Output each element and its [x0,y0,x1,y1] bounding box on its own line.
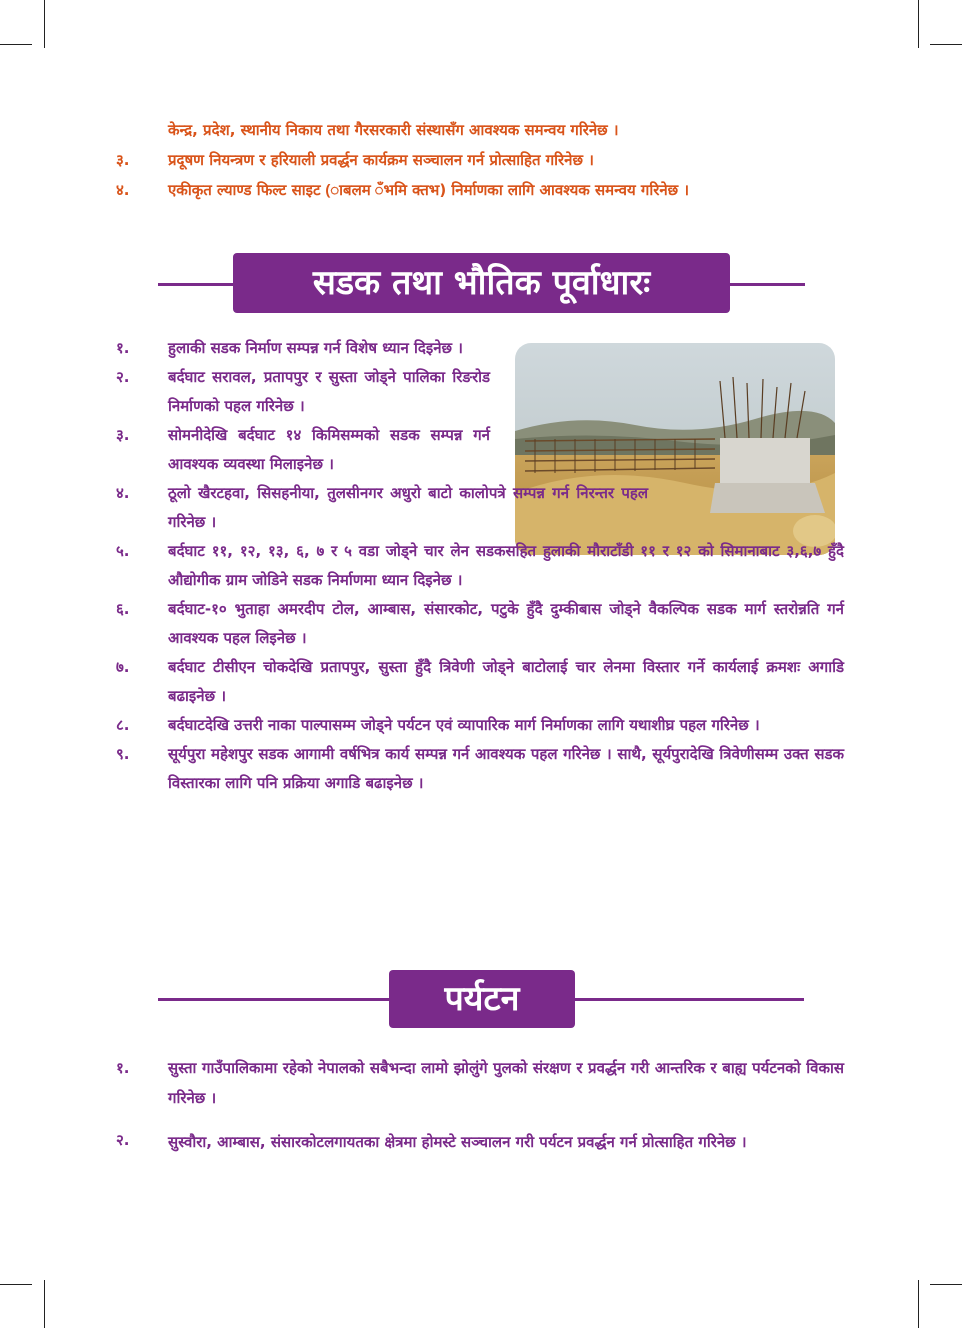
section-heading-road: सडक तथा भौतिक पूर्वाधारः [233,253,730,313]
list-number: ६. [116,600,130,618]
list-number: २. [116,368,130,386]
heading-rule-right [727,283,805,286]
list-text: ठूलो खैरटहवा, सिसहनीया, तुलसीनगर अधुरो बाटो कालोपत्रे सम्पन्न गर्न निरन्तर पहल गरिनेछ । [168,484,648,531]
list-text: बर्दघाट-१० भुताहा अमरदीप टोल, आम्बास, संसारकोट, पटुके हुँदै दुम्कीबास जोड्ने वैकल्पिक सडक मार्ग स्तरोन्नति गर्न आवश्यक पहल लिइनेछ । [168,600,844,647]
list-number: १. [116,339,130,357]
list-number: ८. [116,716,130,734]
tourism-list [0,1053,962,1159]
section-heading-tourism: पर्यटन [389,970,575,1028]
list-item [0,711,962,740]
crop-mark [44,1280,45,1328]
list-number: ९. [116,745,130,763]
list-item [0,145,962,175]
list-text: सुस्ता गाउँपालिकामा रहेको नेपालको सबैभन्दा लामो झोलुंगे पुलको संरक्षण र प्रवर्द्धन गरी आन्तरिक र बाह्य पर्यटनको विकास गरिनेछ । [168,1059,844,1107]
list-text: हुलाकी सडक निर्माण सम्पन्न गर्न विशेष ध्यान दिइनेछ । [168,339,463,357]
heading-rule-left [158,283,238,286]
list-item [0,363,962,421]
list-number: ४. [116,484,130,502]
list-number: २. [116,1131,130,1149]
list-text: बर्दघाट टीसीएन चोकदेखि प्रतापपुर, सुस्ता हुँदै त्रिवेणी जोड्ने बाटोलाई चार लेनमा विस्तार गर्ने कार्यलाई क्रमशः अगाडि बढाइनेछ । [168,658,844,705]
list-text: सुस्वौरा, आम्बास, संसारकोटलगायतका क्षेत्रमा होमस्टे सञ्चालन गरी पर्यटन प्रवर्द्धन गर्न प्रोत्साहित गरिनेछ । [168,1133,747,1151]
crop-mark [0,44,32,45]
list-item [0,175,962,205]
list-text: केन्द्र, प्रदेश, स्थानीय निकाय तथा गैरसरकारी संस्थासँग आवश्यक समन्वय गरिनेछ । [168,121,619,139]
list-number: ५. [116,542,130,560]
list-item [0,595,962,653]
list-number: ३. [116,426,130,444]
heading-rule-right [570,998,804,1001]
list-item [0,421,962,479]
crop-mark [44,0,45,48]
heading-rule-left [158,998,394,1001]
road-list [0,334,962,798]
list-text: सोमनीदेखि बर्दघाट १४ किमिसम्मको सडक सम्पन्न गर्न आवश्यक व्यवस्था मिलाइनेछ । [168,426,490,473]
list-item [0,1053,962,1113]
list-text: बर्दघाटदेखि उत्तरी नाका पाल्पासम्म जोड्ने पर्यटन एवं व्यापारिक मार्ग निर्माणका लागि यथाशीघ्र पहल गरिनेछ । [168,716,760,734]
crop-mark [918,1280,919,1328]
list-item [0,740,962,798]
crop-mark [930,1284,962,1285]
list-item [0,334,962,363]
list-item [0,479,962,537]
list-text: बर्दघाट ११, १२, १३, ६, ७ र ५ वडा जोड्ने चार लेन सडकसहित हुलाकी मौराटाँडी ११ र १२ को सिमानाबाट ३,६,७ हुँदै औद्योगीक ग्राम जोडिने सडक निर्माणमा ध्यान दिइनेछ । [168,542,844,589]
list-number: ४. [116,181,130,199]
list-text: एकीकृत ल्याण्ड फिल्ट साइट (ाबलम ँभमि क्तभ) निर्माणका लागि आवश्यक समन्वय गरिनेछ । [168,181,690,199]
list-item [0,537,962,595]
list-item [0,1125,962,1159]
list-text: बर्दघाट सरावल, प्रतापपुर र सुस्ता जोड्ने पालिका रिङरोड निर्माणको पहल गरिनेछ । [168,368,490,415]
crop-mark [918,0,919,48]
crop-mark [0,1284,32,1285]
list-number: ७. [116,658,130,676]
list-number: ३. [116,151,130,169]
list-number: १. [116,1059,130,1077]
list-item [0,115,962,145]
list-item [0,653,962,711]
list-text: प्रदूषण नियन्त्रण र हरियाली प्रवर्द्धन कार्यक्रम सञ्चालन गर्न प्रोत्साहित गरिनेछ । [168,151,594,169]
crop-mark [930,44,962,45]
top-list [0,115,962,205]
list-text: सूर्यपुरा महेशपुर सडक आगामी वर्षभित्र कार्य सम्पन्न गर्न आवश्यक पहल गरिनेछ । साथै, सूर्यपुरादेखि त्रिवेणीसम्म उक्त सडक विस्तारका लागि पनि प्रक्रिया अगाडि बढाइनेछ । [168,745,844,792]
